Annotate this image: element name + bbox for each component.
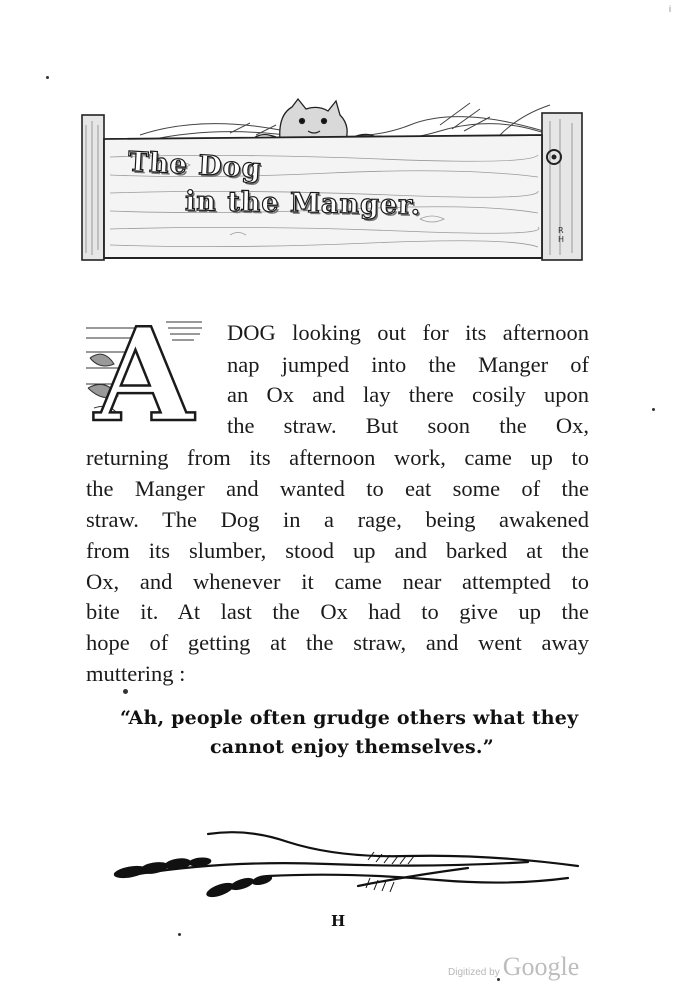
- title-line-1: The Dog: [127, 146, 263, 185]
- watermark-brand: Google: [502, 952, 580, 981]
- moral-line-2: cannot enjoy themselves.”: [210, 736, 494, 758]
- wheat-tailpiece-ornament: [108, 826, 584, 906]
- speck: [652, 408, 655, 411]
- drop-cap-letter: A: [94, 301, 194, 451]
- text-line: an Ox and lay there cosily upon: [227, 382, 589, 407]
- title-line-2: in the Manger.: [184, 185, 422, 222]
- text-line: muttering :: [86, 661, 186, 686]
- moral-line-1: “Ah, people often grudge others what they: [120, 707, 579, 729]
- text-line: straw. The Dog in a rage, being awakened: [86, 507, 589, 532]
- text-line: the straw. But soon the Ox,: [227, 413, 589, 438]
- text-line: DOG looking out for its afternoon: [227, 320, 589, 345]
- signature-mark: H: [331, 912, 346, 930]
- text-line: nap jumped into the Manger of: [227, 352, 589, 377]
- speck: [123, 689, 128, 694]
- text-line: hope of getting at the straw, and went away: [86, 630, 589, 655]
- digitized-watermark: [448, 952, 579, 982]
- artist-monogram: RH: [558, 226, 565, 244]
- text-line: the Manger and wanted to eat some of the: [86, 476, 589, 501]
- speck: [178, 933, 181, 936]
- text-line: from its slumber, stood up and barked at the: [86, 538, 589, 563]
- text-line: returning from its afternoon work, came up to: [86, 445, 589, 470]
- drop-cap-illustration: [84, 301, 204, 451]
- text-line: Ox, and whenever it came near attempted to: [86, 569, 589, 594]
- text-line: bite it. At last the Ox had to give up the: [86, 599, 589, 624]
- corner-mark: i: [669, 4, 671, 14]
- watermark-prefix: Digitized by: [448, 967, 500, 978]
- headpiece-illustration: [80, 95, 590, 265]
- speck: [46, 76, 49, 79]
